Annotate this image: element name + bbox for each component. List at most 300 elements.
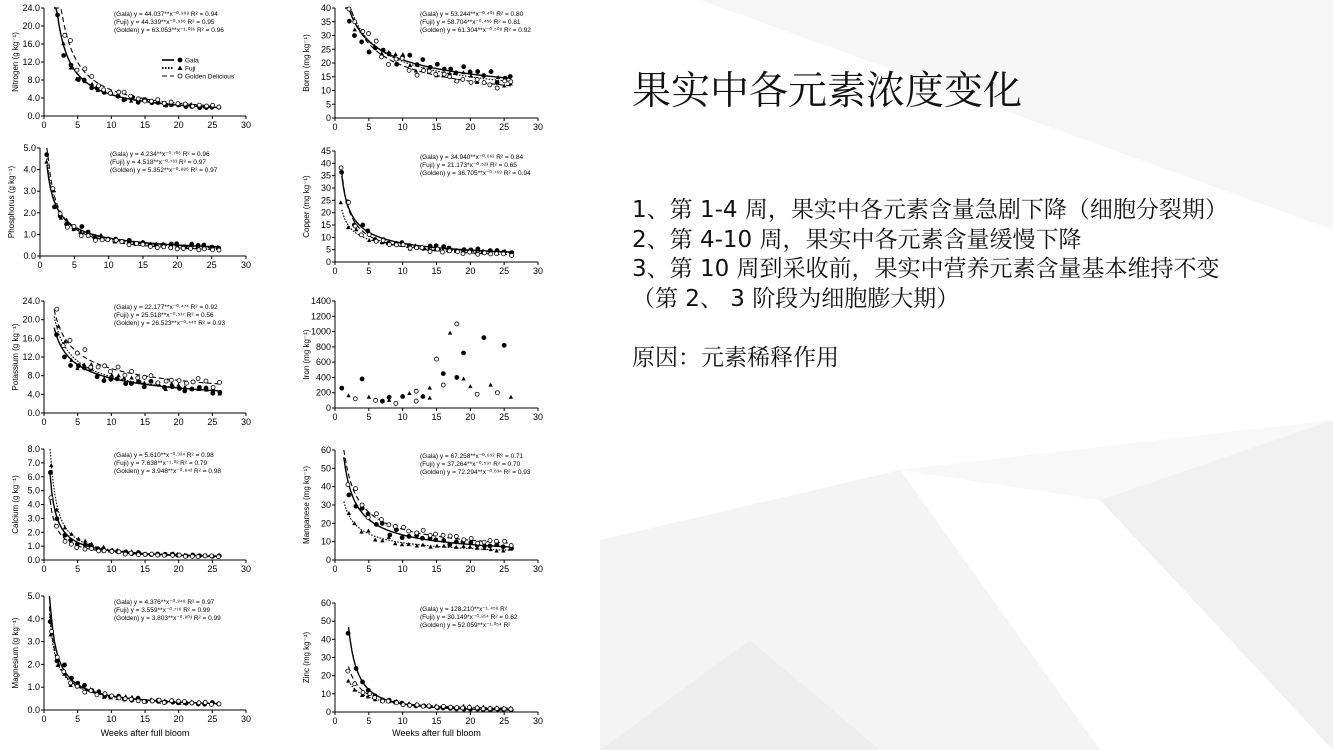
y-tick-label: 3.0 bbox=[23, 186, 36, 197]
data-point bbox=[62, 670, 66, 674]
data-point bbox=[393, 524, 397, 528]
data-point bbox=[94, 238, 98, 242]
y-tick-label: 600 bbox=[315, 357, 331, 368]
equation-1: (Gala) y = 44.037**x⁻⁰·⁹⁶⁸ R² = 0.94 bbox=[114, 11, 218, 18]
data-point bbox=[449, 705, 453, 709]
data-point bbox=[55, 517, 59, 521]
y-tick-label: 10 bbox=[320, 232, 331, 243]
y-axis-label: Copper (mg kg⁻¹) bbox=[302, 175, 311, 238]
data-point bbox=[68, 338, 72, 342]
data-point bbox=[211, 391, 215, 395]
data-point bbox=[210, 554, 214, 558]
data-point bbox=[191, 380, 195, 384]
equation-2: (Fuji) y = 21.173*x⁻⁰·⁵²³ R² = 0.65 bbox=[420, 162, 517, 169]
data-point bbox=[142, 385, 146, 389]
data-point bbox=[90, 547, 94, 551]
y-tick-label: 8.0 bbox=[27, 370, 40, 381]
data-point bbox=[65, 225, 69, 229]
x-tick-label: 0 bbox=[41, 417, 47, 427]
data-point bbox=[136, 97, 140, 101]
data-point bbox=[427, 704, 431, 708]
y-tick-label: 6.0 bbox=[27, 471, 40, 482]
data-point bbox=[501, 545, 505, 549]
chart-panel-8 bbox=[302, 445, 543, 574]
equation-1: (Gala) y = 4.376**x⁻⁰·⁸⁴⁸ R² = 0.97 bbox=[114, 599, 215, 606]
data-point bbox=[155, 246, 159, 250]
data-point bbox=[454, 545, 458, 549]
data-point bbox=[359, 233, 363, 237]
y-axis-label: Iron (mg kg⁻¹) bbox=[302, 329, 311, 380]
data-point bbox=[196, 555, 200, 559]
data-point bbox=[489, 70, 493, 74]
data-point bbox=[55, 655, 59, 659]
data-point bbox=[108, 370, 112, 374]
data-point bbox=[428, 386, 432, 390]
x-tick-label: 25 bbox=[207, 564, 218, 574]
data-point bbox=[58, 212, 62, 216]
data-point bbox=[407, 68, 411, 72]
data-point bbox=[86, 234, 90, 238]
equation-3: (Golden) y = 5.352**x⁻⁰·⁸⁸⁶ R² = 0.97 bbox=[110, 167, 218, 174]
x-tick-label: 15 bbox=[139, 714, 151, 724]
y-tick-label: 400 bbox=[315, 372, 331, 383]
data-point bbox=[347, 511, 351, 515]
data-point bbox=[368, 692, 372, 696]
data-point bbox=[441, 533, 445, 537]
data-point bbox=[141, 242, 145, 246]
data-point bbox=[374, 398, 378, 402]
data-point bbox=[346, 669, 350, 673]
data-point bbox=[202, 247, 206, 251]
y-tick-label: 0.0 bbox=[27, 555, 40, 565]
data-point bbox=[469, 540, 473, 544]
data-point bbox=[379, 517, 383, 521]
data-point bbox=[89, 365, 93, 369]
data-point bbox=[448, 534, 452, 538]
chart-panel-9 bbox=[11, 591, 251, 724]
data-point bbox=[69, 681, 73, 685]
data-point bbox=[353, 682, 357, 686]
x-tick-label: 0 bbox=[332, 412, 338, 422]
data-point bbox=[50, 629, 54, 633]
data-point bbox=[123, 697, 127, 701]
data-point bbox=[109, 377, 113, 381]
data-point bbox=[120, 240, 124, 244]
y-tick-label: 1.0 bbox=[23, 229, 36, 240]
data-point bbox=[136, 376, 140, 380]
y-tick-label: 24.0 bbox=[22, 296, 40, 306]
y-tick-label: 1400 bbox=[310, 296, 331, 306]
equation-2: (Fuji) y = 4.518**x⁻⁰·⁷⁶³ R² = 0.97 bbox=[110, 159, 206, 166]
data-point bbox=[211, 103, 215, 107]
y-tick-label: 4.0 bbox=[23, 164, 36, 175]
data-point bbox=[415, 703, 419, 707]
x-tick-label: 15 bbox=[431, 122, 442, 132]
equation-3: (Golden) y = 63.053**x⁻¹·⁰³⁶ R² = 0.96 bbox=[114, 27, 224, 34]
fit-curve bbox=[49, 614, 217, 704]
data-point bbox=[353, 397, 357, 401]
data-point bbox=[494, 549, 498, 553]
data-point bbox=[69, 363, 73, 367]
y-tick-label: 40 bbox=[320, 481, 331, 492]
data-point bbox=[116, 365, 120, 369]
data-point bbox=[495, 252, 499, 256]
data-point bbox=[115, 377, 119, 381]
data-point bbox=[455, 706, 459, 710]
data-point bbox=[461, 376, 465, 380]
equation-2: (Fuji) y = 25.518**x⁻⁰·⁵¹⁷ R² = 0.56 bbox=[114, 312, 214, 319]
data-point bbox=[380, 399, 384, 403]
y-axis-label: Potassium (g kg⁻¹) bbox=[11, 323, 20, 391]
x-tick-label: 5 bbox=[75, 714, 81, 724]
data-point bbox=[191, 104, 195, 108]
data-point bbox=[190, 701, 194, 705]
y-tick-label: 5.0 bbox=[27, 591, 40, 601]
data-point bbox=[461, 252, 465, 256]
data-point bbox=[63, 539, 67, 543]
x-tick-label: 30 bbox=[532, 716, 544, 726]
data-point bbox=[190, 554, 194, 558]
data-point bbox=[434, 538, 438, 542]
data-point bbox=[63, 33, 67, 37]
y-tick-label: 0.0 bbox=[27, 705, 40, 715]
data-point bbox=[454, 540, 458, 544]
x-tick-label: 5 bbox=[366, 412, 372, 422]
data-point bbox=[482, 81, 486, 85]
y-tick-label: 0 bbox=[325, 113, 331, 123]
data-point bbox=[68, 39, 72, 43]
data-point bbox=[63, 525, 67, 529]
y-tick-label: 30 bbox=[320, 30, 331, 41]
data-point bbox=[148, 244, 152, 248]
equation-3: (Golden) y = 26.523**x⁻⁰·⁴⁴⁵ R² = 0.93 bbox=[114, 320, 226, 327]
chart-panel-2 bbox=[302, 3, 543, 132]
data-point bbox=[347, 200, 351, 204]
data-point bbox=[509, 395, 513, 399]
fit-curve bbox=[349, 666, 511, 709]
data-point bbox=[467, 705, 471, 709]
data-point bbox=[102, 549, 106, 553]
data-point bbox=[495, 81, 499, 85]
legend-label: Gala bbox=[185, 57, 199, 65]
data-point bbox=[216, 555, 220, 559]
x-axis-label: Weeks after full bloom bbox=[100, 728, 190, 738]
data-point bbox=[408, 63, 412, 67]
x-tick-label: 0 bbox=[41, 120, 47, 130]
data-point bbox=[89, 689, 93, 693]
y-tick-label: 1.0 bbox=[27, 682, 40, 693]
equation-3: (Golden) y = 3.948**x⁻⁰·⁸⁴² R² = 0.98 bbox=[114, 468, 221, 475]
data-point bbox=[509, 80, 513, 84]
y-tick-label: 40 bbox=[320, 634, 331, 645]
data-point bbox=[162, 701, 166, 705]
data-point bbox=[435, 705, 439, 709]
x-tick-label: 15 bbox=[431, 266, 442, 276]
data-point bbox=[421, 395, 425, 399]
data-point bbox=[415, 246, 419, 250]
x-tick-label: 5 bbox=[75, 564, 81, 574]
data-point bbox=[395, 701, 399, 705]
x-tick-label: 10 bbox=[106, 417, 117, 427]
x-tick-label: 25 bbox=[207, 417, 218, 427]
data-point bbox=[386, 699, 390, 703]
data-point bbox=[393, 52, 397, 56]
equation-2: (Fuji) y = 3.559**x⁻⁰·⁷⁷⁶ R² = 0.99 bbox=[114, 607, 211, 614]
data-point bbox=[353, 224, 357, 228]
data-point bbox=[183, 554, 187, 558]
fit-curve bbox=[342, 176, 511, 252]
data-point bbox=[116, 373, 120, 377]
x-tick-label: 25 bbox=[499, 122, 510, 132]
data-point bbox=[51, 187, 55, 191]
data-point bbox=[407, 534, 411, 538]
data-point bbox=[503, 539, 507, 543]
data-point bbox=[169, 100, 173, 104]
x-tick-label: 15 bbox=[431, 716, 442, 726]
spacer bbox=[632, 314, 1272, 344]
y-tick-label: 20 bbox=[320, 518, 331, 529]
equation-3: (Golden) y = 3.803**x⁻⁰·⁸⁰³ R² = 0.99 bbox=[114, 615, 221, 622]
data-point bbox=[415, 531, 419, 535]
x-tick-label: 5 bbox=[366, 564, 372, 574]
data-point bbox=[114, 238, 118, 242]
data-point bbox=[177, 553, 181, 557]
data-point bbox=[169, 378, 173, 382]
data-point bbox=[95, 693, 99, 697]
equation-2: (Fuji) y = 7.638**x⁻¹·⁰² R² = 0.79 bbox=[114, 460, 208, 467]
data-point bbox=[129, 382, 133, 386]
data-point bbox=[482, 251, 486, 255]
data-point bbox=[72, 224, 76, 228]
x-tick-label: 5 bbox=[75, 417, 81, 427]
data-point bbox=[414, 389, 418, 393]
x-tick-label: 0 bbox=[41, 564, 47, 574]
data-point bbox=[420, 536, 424, 540]
data-point bbox=[374, 39, 378, 43]
data-point bbox=[435, 357, 439, 361]
y-tick-label: 1.0 bbox=[27, 541, 40, 552]
data-point bbox=[80, 225, 84, 229]
data-point bbox=[509, 707, 513, 711]
y-tick-label: 4.0 bbox=[27, 93, 40, 103]
data-point bbox=[149, 374, 153, 378]
data-point bbox=[360, 40, 364, 44]
data-point bbox=[420, 246, 424, 250]
data-point bbox=[400, 56, 404, 60]
data-point bbox=[203, 554, 207, 558]
data-point bbox=[127, 243, 131, 247]
data-point bbox=[367, 32, 371, 36]
data-point bbox=[353, 27, 357, 31]
y-tick-label: 60 bbox=[320, 445, 331, 455]
equation-2: (Fuji) y = 30.149*x⁻⁰·⁸¹⁴ R² = 0.62 bbox=[420, 614, 518, 621]
y-tick-label: 4.0 bbox=[27, 613, 40, 624]
x-tick-label: 5 bbox=[366, 122, 372, 132]
data-point bbox=[441, 372, 445, 376]
data-point bbox=[340, 386, 344, 390]
data-point bbox=[164, 379, 168, 383]
data-point bbox=[162, 553, 166, 557]
data-point bbox=[435, 62, 439, 66]
data-point bbox=[63, 663, 67, 667]
x-tick-label: 5 bbox=[71, 260, 77, 270]
data-point bbox=[117, 90, 121, 94]
data-point bbox=[481, 707, 485, 711]
y-tick-label: 7.0 bbox=[27, 457, 40, 468]
equation-3: (Golden) y = 61.304**x⁻⁰·⁵⁰⁸ R² = 0.92 bbox=[420, 27, 531, 34]
data-point bbox=[448, 331, 452, 335]
data-point bbox=[469, 80, 473, 84]
x-tick-label: 30 bbox=[532, 412, 544, 422]
y-tick-label: 0 bbox=[325, 707, 331, 717]
data-point bbox=[495, 86, 499, 90]
data-point bbox=[75, 68, 79, 72]
point-reason: 原因：元素稀释作用 bbox=[632, 344, 839, 371]
x-tick-label: 0 bbox=[332, 716, 338, 726]
legend-marker bbox=[178, 58, 182, 62]
x-tick-label: 20 bbox=[172, 260, 183, 270]
data-point bbox=[143, 552, 147, 556]
data-point bbox=[218, 380, 222, 384]
data-point bbox=[63, 533, 67, 537]
data-point bbox=[117, 550, 121, 554]
data-point bbox=[217, 702, 221, 706]
data-point bbox=[124, 382, 128, 386]
data-point bbox=[394, 243, 398, 247]
data-point bbox=[170, 699, 174, 703]
data-point bbox=[82, 683, 86, 687]
chart-panel-6 bbox=[302, 296, 543, 422]
data-point bbox=[442, 72, 446, 76]
data-point bbox=[488, 383, 492, 387]
data-point bbox=[380, 521, 384, 525]
data-point bbox=[394, 57, 398, 61]
data-point bbox=[69, 542, 73, 546]
data-point bbox=[117, 696, 121, 700]
y-tick-label: 30 bbox=[320, 500, 331, 510]
y-tick-label: 45 bbox=[320, 146, 331, 156]
data-point bbox=[476, 252, 480, 256]
data-point bbox=[162, 245, 166, 249]
data-point bbox=[510, 253, 514, 257]
data-point bbox=[176, 699, 180, 703]
data-point bbox=[175, 247, 179, 251]
data-point bbox=[454, 534, 458, 538]
x-tick-label: 25 bbox=[207, 120, 218, 130]
data-point bbox=[428, 396, 432, 400]
data-point bbox=[129, 551, 133, 555]
data-point bbox=[407, 391, 411, 395]
data-point bbox=[108, 91, 112, 95]
y-axis-label: Zinc (mg kg⁻¹) bbox=[302, 631, 311, 684]
data-point bbox=[183, 389, 187, 393]
x-tick-label: 0 bbox=[332, 122, 338, 132]
data-point bbox=[408, 703, 412, 707]
data-point bbox=[62, 355, 66, 359]
data-point bbox=[169, 246, 173, 250]
chart-panel-1 bbox=[11, 3, 251, 130]
data-point bbox=[83, 547, 87, 551]
data-point bbox=[123, 373, 127, 377]
data-point bbox=[122, 90, 126, 94]
data-point bbox=[489, 252, 493, 256]
data-point bbox=[441, 383, 445, 387]
data-point bbox=[400, 536, 404, 540]
y-tick-label: 12.0 bbox=[22, 352, 40, 362]
data-point bbox=[468, 384, 472, 388]
x-tick-label: 10 bbox=[106, 564, 117, 574]
data-point bbox=[475, 392, 479, 396]
fit-curve bbox=[342, 171, 511, 254]
y-tick-label: 4.0 bbox=[27, 389, 40, 400]
data-point bbox=[339, 200, 343, 204]
data-point bbox=[387, 523, 391, 527]
data-point bbox=[408, 246, 412, 250]
equation-2: (Fuji) y = 37.264**x⁻⁰·⁵⁹⁷ R² = 0.70 bbox=[420, 461, 521, 468]
data-point bbox=[346, 483, 350, 487]
data-point bbox=[415, 73, 419, 77]
x-tick-label: 0 bbox=[332, 266, 338, 276]
data-point bbox=[360, 377, 364, 381]
y-tick-label: 10 bbox=[320, 536, 331, 547]
data-point bbox=[454, 71, 458, 75]
y-tick-label: 5.0 bbox=[23, 143, 36, 153]
y-tick-label: 24.0 bbox=[22, 3, 40, 13]
data-point bbox=[49, 496, 53, 500]
data-point bbox=[442, 245, 446, 249]
y-tick-label: 4.0 bbox=[27, 499, 40, 510]
x-tick-label: 25 bbox=[499, 266, 510, 276]
data-point bbox=[476, 70, 480, 74]
x-axis-label: Weeks after full bloom bbox=[392, 728, 481, 738]
y-tick-label: 3.0 bbox=[27, 513, 40, 524]
data-point bbox=[346, 679, 350, 683]
data-point bbox=[468, 70, 472, 74]
data-point bbox=[455, 375, 459, 379]
data-point bbox=[394, 401, 398, 405]
data-point bbox=[455, 322, 459, 326]
y-tick-label: 20 bbox=[320, 670, 331, 681]
data-point bbox=[143, 99, 147, 103]
data-point bbox=[136, 553, 140, 557]
x-tick-label: 30 bbox=[532, 564, 544, 574]
data-point bbox=[110, 694, 114, 698]
data-point bbox=[211, 248, 215, 252]
data-point bbox=[143, 375, 147, 379]
x-tick-label: 0 bbox=[41, 714, 47, 724]
y-axis-label: Magnesium (g kg⁻¹) bbox=[11, 617, 20, 689]
legend bbox=[162, 58, 235, 81]
x-tick-label: 5 bbox=[75, 120, 81, 130]
x-tick-label: 20 bbox=[173, 120, 184, 130]
y-axis-label: Calcium (g kg⁻¹) bbox=[11, 475, 20, 534]
data-point bbox=[129, 697, 133, 701]
data-point bbox=[149, 99, 153, 103]
data-point bbox=[352, 688, 356, 692]
data-point bbox=[421, 58, 425, 62]
x-tick-label: 25 bbox=[207, 714, 218, 724]
y-tick-label: 2.0 bbox=[23, 207, 36, 218]
data-point bbox=[401, 703, 405, 707]
data-point bbox=[366, 516, 370, 520]
data-point bbox=[75, 684, 79, 688]
data-point bbox=[156, 381, 160, 385]
data-point bbox=[130, 369, 134, 373]
data-point bbox=[340, 170, 344, 174]
data-point bbox=[393, 541, 397, 545]
data-point bbox=[110, 549, 114, 553]
data-point bbox=[461, 77, 465, 81]
